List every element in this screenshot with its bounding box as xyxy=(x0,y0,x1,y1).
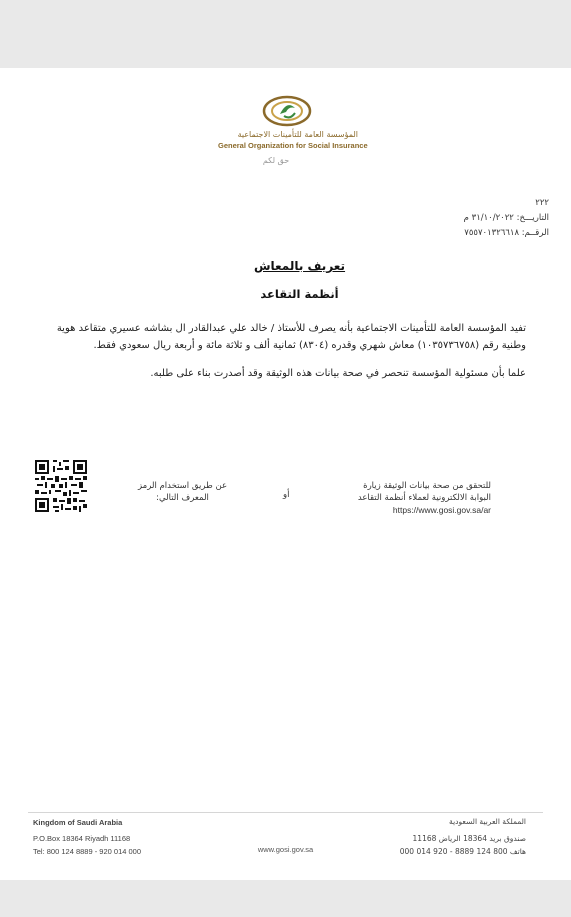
footer-divider xyxy=(28,812,543,813)
body-paragraph-2: علما بأن مسئولية المؤسسة تنحصر في صحة بيانات هذه الوثيقة وقد أصدرت بناء على طلبه. xyxy=(150,368,526,379)
qr-code-icon xyxy=(35,460,87,512)
footer-pobox-en: P.O.Box 18364 Riyadh 11168 xyxy=(33,834,131,843)
body-paragraph-1: تفيد المؤسسة العامة للتأمينات الاجتماعية بأنه يصرف للأستاذ / خالد علي عبدالقادر ال بشاشه عسيري متقاعد هوية وطنية رقم (١٠٣٥٧٣٦٧٥٨) معاش شهري وقدره (٨٣٠٤) ثمانية ألف و ثلاثة مائة و أربعة ريال سعودي فقط. xyxy=(56,323,526,351)
footer-country-ar: المملكة العربية السعودية xyxy=(449,817,526,826)
document-date: التاريـــخ: ٣١/١٠/٢٠٢٢ م xyxy=(463,213,549,223)
verification-url[interactable]: https://www.gosi.gov.sa/ar xyxy=(392,505,491,515)
document-ref-no: الرقــم: ٧٥٥٧٠١٣٢٦٦١٨ xyxy=(464,228,549,238)
document-subtitle: أنظمة التقاعد xyxy=(260,287,339,301)
org-name-english: General Organization for Social Insurance xyxy=(218,141,368,150)
verification-text: للتحقق من صحة بيانات الوثيقة زيارة البوابة الالكترونية لعملاء أنظمة التقاعد xyxy=(357,481,491,503)
gosi-logo xyxy=(262,94,312,128)
org-name-arabic: المؤسسة العامة للتأمينات الاجتماعية xyxy=(237,130,358,139)
reference-number: ٢٢٢ xyxy=(535,198,549,208)
verification-block xyxy=(341,480,491,516)
or-label: أو xyxy=(283,490,290,500)
slogan: حق لكم xyxy=(262,156,290,165)
qr-instructions: عن طريق استخدام الرمز المعرف التالي: xyxy=(137,481,228,503)
footer-tel-ar: هاتف 800 124 8889 - 920 014 000 xyxy=(399,847,526,856)
footer-pobox-ar: صندوق بريد 18364 الرياض 11168 xyxy=(412,834,526,843)
document-title: تعريف بالمعاش xyxy=(253,259,346,273)
footer-website[interactable]: www.gosi.gov.sa xyxy=(257,845,314,854)
footer-tel-en: Tel: 800 124 8889 - 920 014 000 xyxy=(33,847,142,856)
footer-country-en: Kingdom of Saudi Arabia xyxy=(33,818,123,827)
